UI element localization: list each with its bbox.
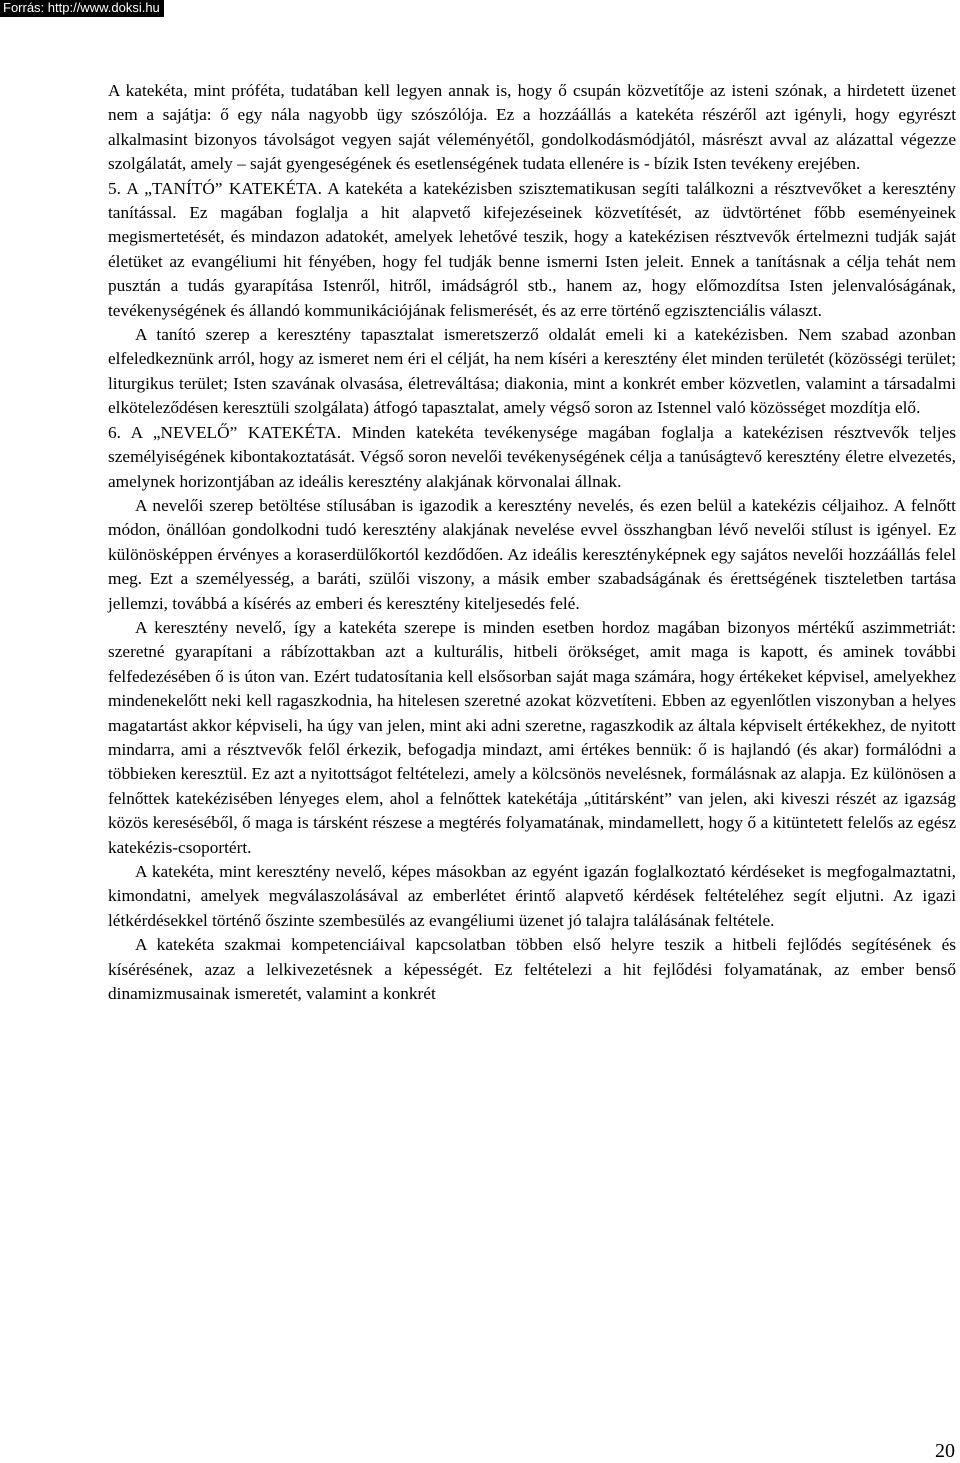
section-heading: „TANÍTÓ” KATEKÉTA	[144, 178, 318, 198]
paragraph-text: A nevelői szerep betöltése stílusában is igazodik a keresztény nevelés, és ezen belül a katekézis céljaihoz. A felnőtt módon, önállóan gondolkodni tudó keresztény alakjának nevelése evvel összhangban lévő nevelői stílust is igényel. Ez különösképpen érvényes a koraserdülőkortól kezdődően. Az ideális keresztényképnek egy sajátos nevelői hozzáállás felel meg. Ezt a személyesség, a baráti, szülői viszony, a másik ember szabadságának és érettségének tiszteletben tartása jellemzi, továbbá a kísérés az emberi és keresztény kiteljesedés felé.	[108, 495, 956, 613]
paragraph-questions	[108, 860, 956, 933]
paragraph-text: . A katekéta a katekézisben szisztematikusan segíti találkozni a résztvevőket a keresztény tanítással. Ez magában foglalja a hit alapvető kifejezéseinek közvetítését, az üdvtörténet főbb eseményeinek megismertetését, és mindazon adatokét, amelyek lehetővé teszik, hogy a katekézisen résztvevők értelmezni tudják saját életüket az evangéliumi hit fényében, hogy fel tudják benne ismerni Isten jeleit. Ennek a tanításnak a célja tehát nem pusztán a tudás gyarapítása Istenről, hitről, imádságról stb., hanem az, hogy előmozdítsa Isten jelenvalóságának, tevékenységének és állandó kommunikációjának felismerését, és az erre történő egzisztenciális választ.	[108, 178, 956, 320]
paragraph-text: A keresztény nevelő, így a katekéta szerepe is minden esetben hordoz magában bizonyos mértékű aszimmetriát: szeretné gyarapítani a rábízottakban azt a kulturális, hitbeli örökséget, amit maga is kapott, és aminek további felfedezésében ő is úton van. Ezért tudatosítania kell elsősorban saját maga számára, hogy értékeket képvisel, amelyekhez mindenekelőtt neki kell ragaszkodnia, ha hitelesen szeretné azokat közvetíteni. Ebben az egyenlőtlen viszonyban a helyes magatartást akkor képviseli, ha úgy van jelen, mint aki adni szeretne, ragaszkodik az általa képviselt értékekhez, de nyitott mindarra, ami a résztvevők felől érkezik, befogadja mindazt, ami értékes bennük: ő is hajlandó (és akar) formálódni a többieken keresztül. Ez azt a nyitottságot feltételezi, amely a kölcsönös nevelésnek, formálásnak az alapja. Ez különösen a felnőttek katekézisében lényeges elem, ahol a felnőttek katekétája „útitársként” van jelen, aki kiveszi részét az igazság közös kereséséből, ő maga is társként részese a megtérés folyamatának, mindamellett, hogy ő a kitüntetett felelős az egész katekézis-csoportért.	[108, 617, 956, 857]
section-number: 5. A	[108, 178, 145, 198]
section-educator	[108, 421, 956, 494]
paragraph-text: A tanító szerep a keresztény tapasztalat ismeretszerző oldalát emeli ki a katekézisben. Nem szabad azonban elfeledkeznünk arról, hogy az ismeret nem éri el célját, ha nem kíséri a keresztény élet minden területét (közösségi terület; liturgikus terület; Isten szavának olvasása, életreváltása; diakonia, mint a konkrét ember közvetlen, valamint a társadalmi elköteleződésen keresztüli szolgálata) átfogó tapasztalat, amely végső soron az Istennel való közösséget mozdítja elő.	[108, 325, 956, 418]
paragraph-text: A katekéta szakmai kompetenciáival kapcsolatban többen első helyre teszik a hitbeli fejlődés segítésének és kísérésének, azaz a lelkivezetésnek a képességét. Ez feltételezi a hit fejlődési folyamatának, az ember benső dinamizmusainak ismeretét, valamint a konkrét	[108, 935, 956, 1004]
paragraph-asymmetry	[108, 616, 956, 860]
source-label: Forrás: http://www.doksi.hu	[0, 0, 164, 17]
paragraph-prophet	[108, 79, 956, 177]
section-teacher	[108, 177, 956, 323]
paragraph-teacher-role	[108, 323, 956, 421]
page-number: 20	[935, 1440, 955, 1462]
section-number: 6. A	[108, 422, 153, 442]
section-heading: „NEVELŐ” KATEKÉTA	[152, 422, 337, 442]
paragraph-text: A katekéta, mint keresztény nevelő, képes másokban az egyént igazán foglalkoztató kérdéseket is megfogalmaztatni, kimondatni, amelyek megválaszolásával az emberlétet érintő alapvető kérdések feltételéhez segít eljutni. Az igazi létkérdésekkel történő őszinte szembesülés az evangéliumi üzenet jó talajra találásának feltétele.	[108, 862, 956, 930]
paragraph-text: A katekéta, mint próféta, tudatában kell legyen annak is, hogy ő csupán közvetítője az isteni szónak, a hirdetett üzenet nem a sajátja: ő egy nála nagyobb ügy szószólója. Ez a hozzáállás a katekéta részéről azt igényli, hogy egyrészt alkalmasint bizonyos távolságot vegyen saját véleményétől, gondolkodásmódjától, másrészt avval az alázattal végezze szolgálatát, amely – saját gyengeségének és esetlenségének tudata ellenére is - bízik Isten tevékeny erejében.	[108, 81, 956, 174]
paragraph-text: . Minden katekéta tevékenysége magában foglalja a katekézisen résztvevők teljes személyiségének kibontakoztatását. Végső soron nevelői tevékenységének célja a tanúságtevő keresztény életre elvezetés, amelynek horizontjában az ideális keresztény alakjának körvonalai állnak.	[108, 422, 956, 491]
paragraph-competencies	[108, 933, 956, 1006]
page-body	[108, 79, 956, 1006]
paragraph-educator-style	[108, 494, 956, 616]
